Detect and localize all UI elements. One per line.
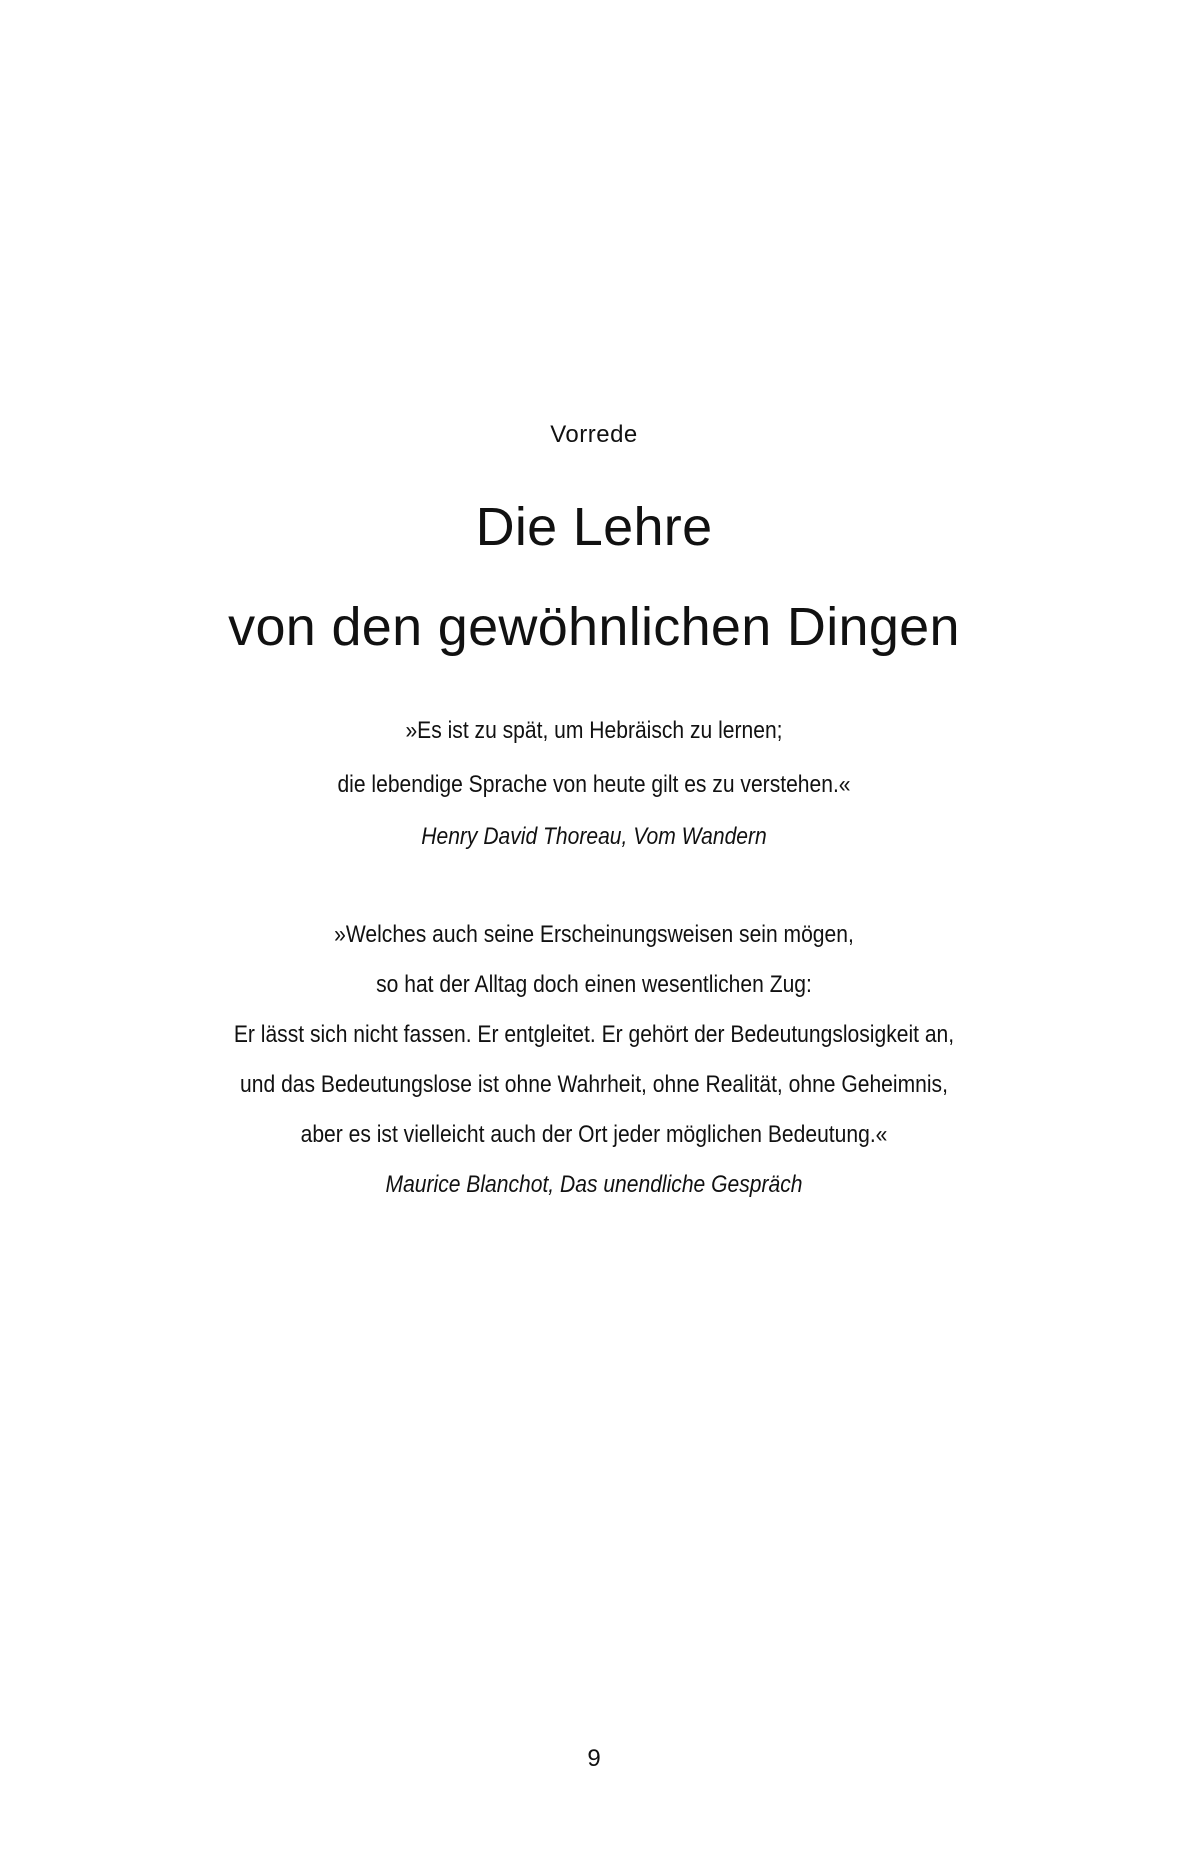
- chapter-title-line-2: von den gewöhnlichen Dingen: [228, 597, 960, 657]
- section-label: Vorrede: [550, 421, 638, 448]
- epigraph-1-line-1: »Es ist zu spät, um Hebräisch zu lernen;: [405, 717, 783, 744]
- chapter-title-line-1: Die Lehre: [475, 497, 713, 557]
- page-number: 9: [587, 1745, 601, 1772]
- epigraph-2-line-3: Er lässt sich nicht fassen. Er entgleitet. Er gehört der Bedeutungslosigkeit an,: [233, 1021, 955, 1048]
- epigraph-2-line-2: so hat der Alltag doch einen wesentlichen Zug:: [376, 971, 812, 998]
- epigraph-1-attribution: Henry David Thoreau, Vom Wandern: [421, 823, 767, 850]
- epigraph-2-line-1: »Welches auch seine Erscheinungsweisen sein mögen,: [334, 921, 854, 948]
- epigraph-2-line-4: und das Bedeutungslose ist ohne Wahrheit, ohne Realität, ohne Geheimnis,: [240, 1071, 948, 1098]
- epigraph-2-attribution: Maurice Blanchot, Das unendliche Gespräch: [385, 1171, 803, 1198]
- epigraph-2-line-5: aber es ist vielleicht auch der Ort jeder möglichen Bedeutung.«: [300, 1121, 888, 1148]
- epigraph-1-line-2: die lebendige Sprache von heute gilt es zu verstehen.«: [337, 771, 851, 798]
